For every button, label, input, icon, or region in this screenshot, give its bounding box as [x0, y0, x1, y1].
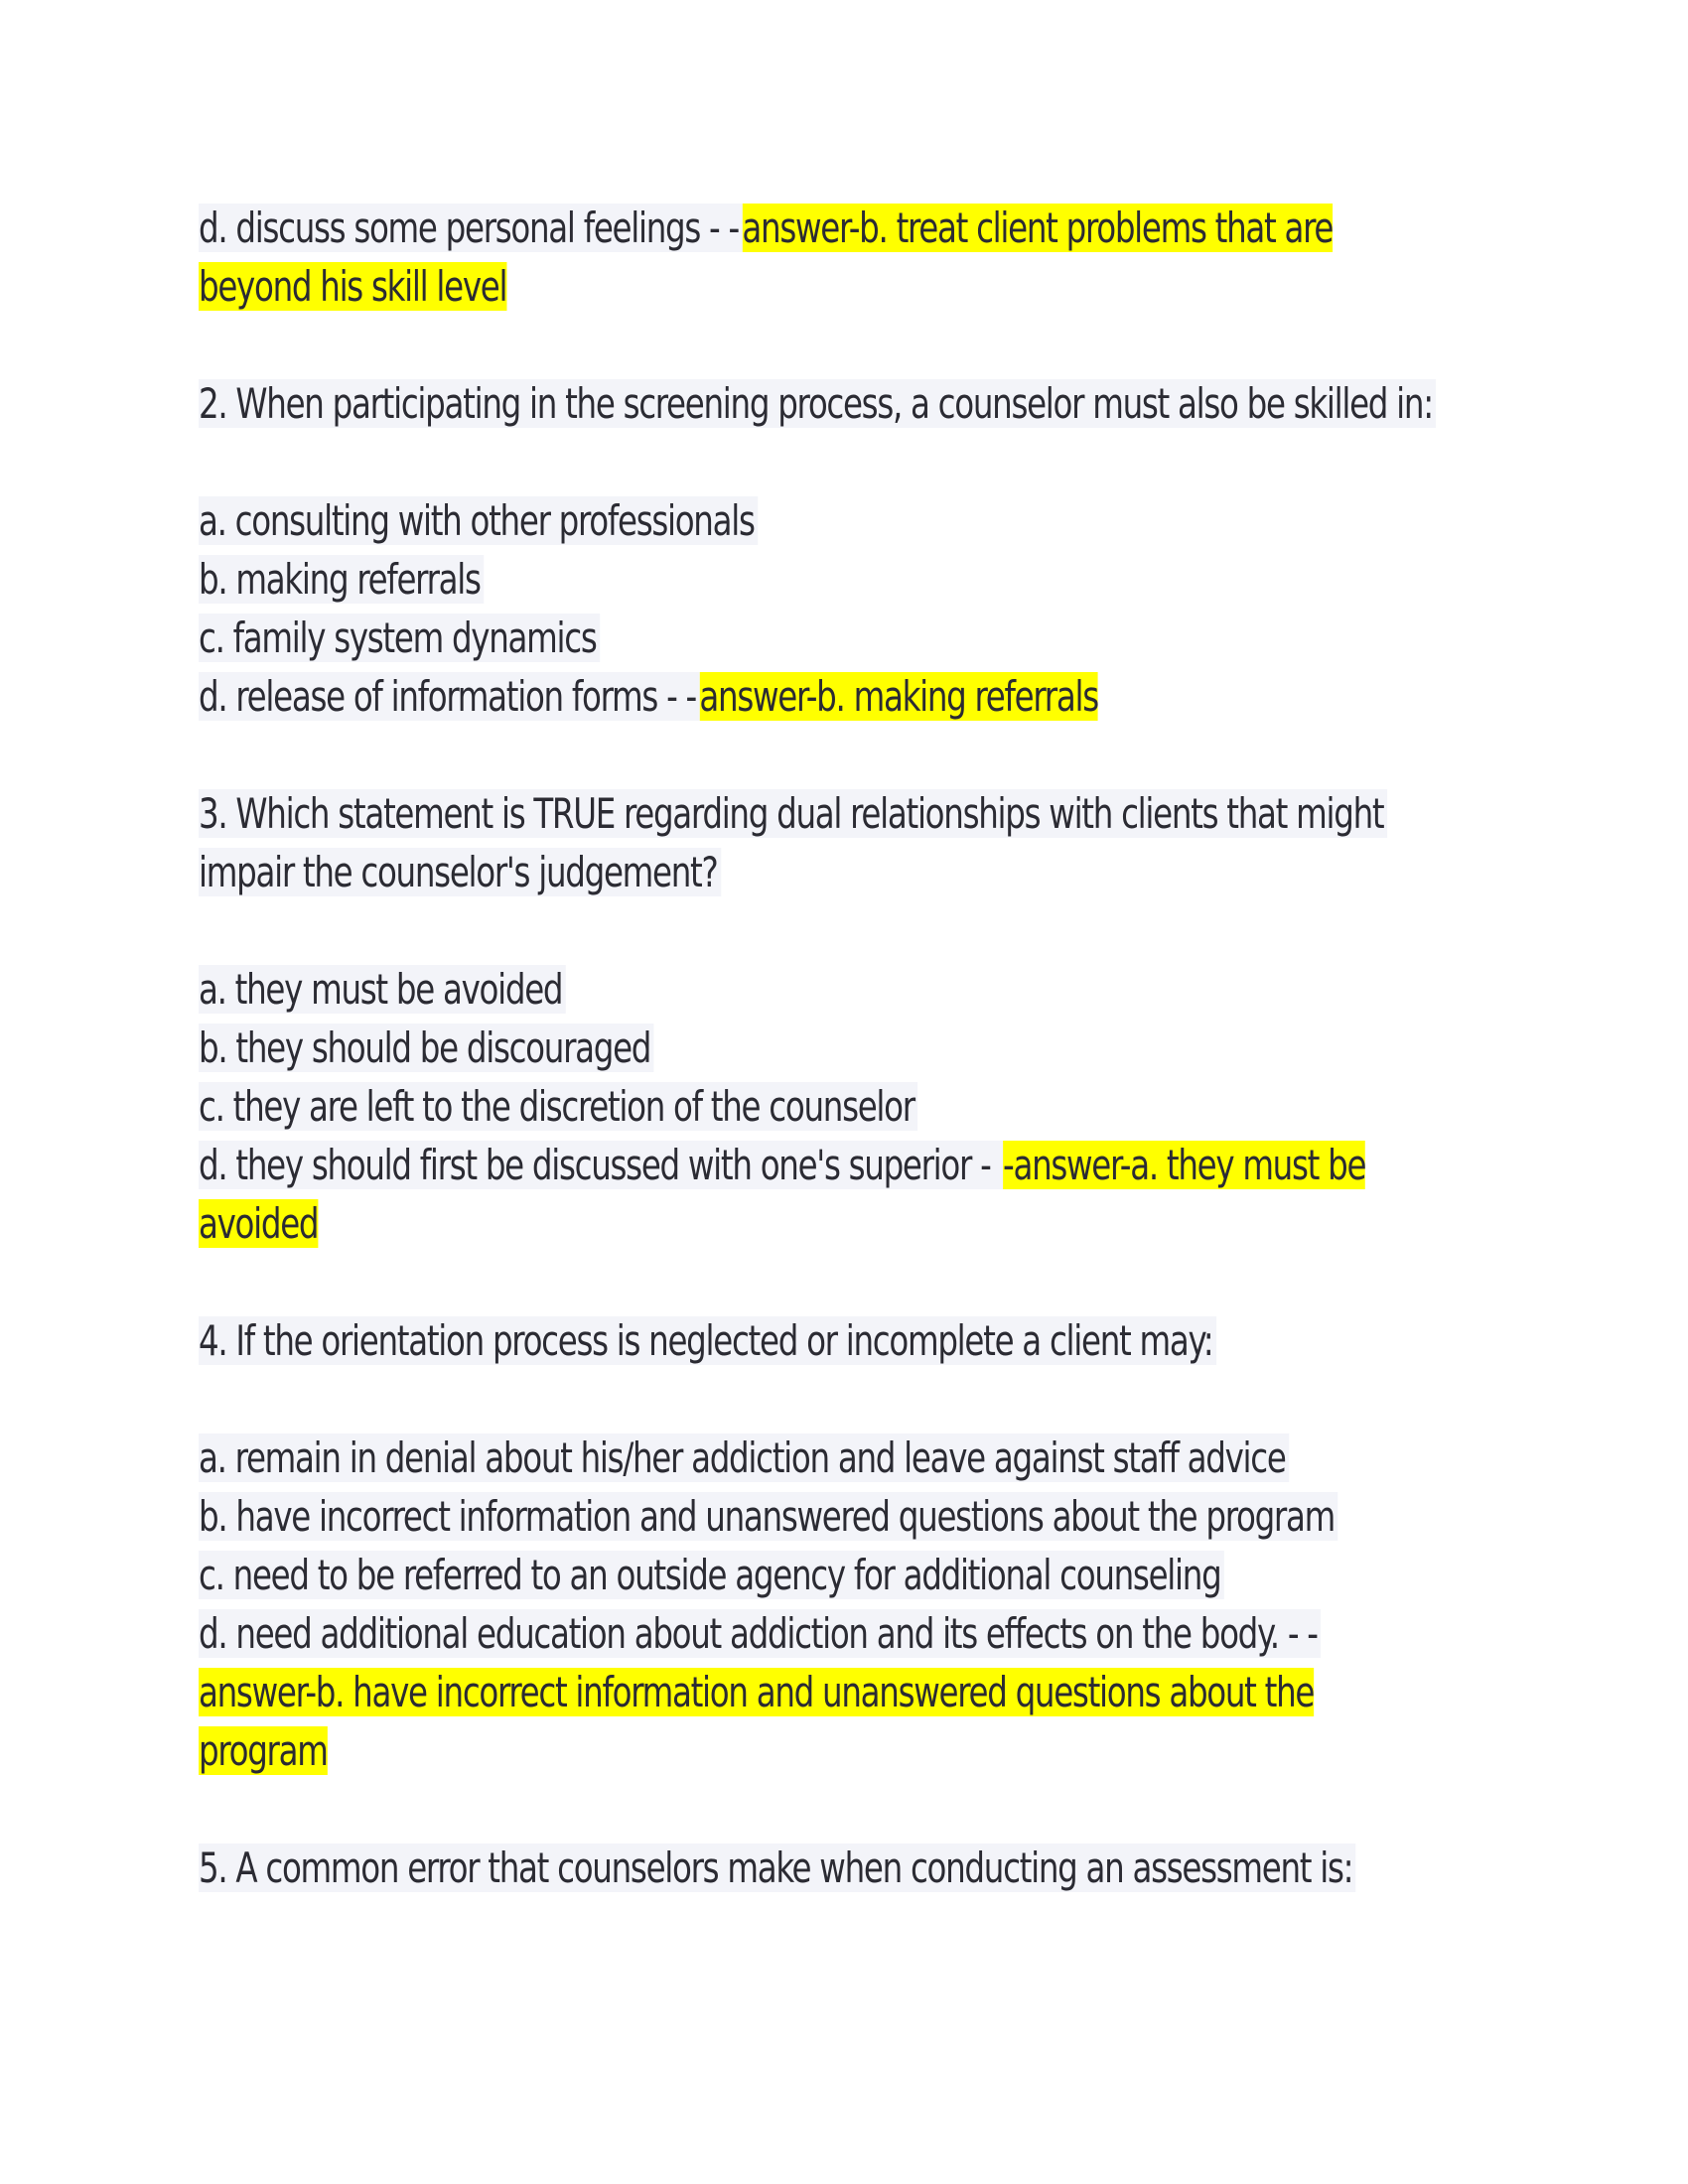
answer-line-q4	[199, 1663, 1342, 1721]
question-5	[199, 1839, 1353, 1897]
option-text: d. they should first be discussed with one's superior -	[199, 1141, 1003, 1189]
spacer	[199, 1253, 1342, 1311]
answer-highlight-q1: answer-b. treat client problems that are	[742, 204, 1334, 252]
document-page	[199, 199, 1433, 1897]
answer-line-q3-cont	[199, 1194, 1342, 1253]
question-3-cont	[199, 843, 1342, 901]
option-d-q4	[199, 1604, 1342, 1663]
answer-highlight-q4-cont: program	[199, 1726, 328, 1775]
option-c-q3	[199, 1077, 1342, 1136]
option-c-q4	[199, 1546, 1342, 1604]
option-text: b. making referrals	[199, 555, 484, 604]
option-text: c. family system dynamics	[199, 614, 600, 662]
option-text: a. they must be avoided	[199, 965, 566, 1014]
option-text: b. have incorrect information and unanswered questions about the program	[199, 1492, 1337, 1541]
option-text: c. they are left to the discretion of the counselor	[199, 1082, 917, 1131]
question-4	[199, 1311, 1342, 1370]
answer-line-q1-cont	[199, 257, 1342, 316]
option-text: d. need additional education about addiction and its effects on the body. - -	[199, 1609, 1321, 1658]
option-text: c. need to be referred to an outside agency for additional counseling	[199, 1551, 1224, 1599]
answer-highlight-q1-cont: beyond his skill level	[199, 262, 507, 311]
option-a-q3	[199, 960, 1342, 1019]
option-d-q3	[199, 1136, 1366, 1194]
question-3-text: 3. Which statement is TRUE regarding dual relationships with clients that might	[199, 789, 1387, 838]
spacer	[199, 433, 1342, 491]
spacer	[199, 726, 1342, 784]
answer-highlight-q4: answer-b. have incorrect information and unanswered questions about the	[199, 1668, 1315, 1716]
answer-highlight-q3: -answer-a. they must be	[1003, 1141, 1366, 1189]
question-3	[199, 784, 1384, 843]
question-2	[199, 374, 1433, 433]
spacer	[199, 316, 1342, 374]
answer-line-q4-cont	[199, 1721, 1342, 1780]
spacer	[199, 1370, 1342, 1429]
question-3-text-cont: impair the counselor's judgement?	[199, 848, 721, 896]
option-b-q3	[199, 1019, 1342, 1077]
option-b-q2	[199, 550, 1342, 609]
option-d-q2	[199, 667, 1342, 726]
spacer	[199, 1780, 1342, 1839]
question-5-text: 5. A common error that counselors make when conducting an assessment is:	[199, 1843, 1356, 1892]
option-a-q2	[199, 491, 1342, 550]
option-text: d. release of information forms - -	[199, 672, 699, 721]
option-a-q4	[199, 1429, 1342, 1487]
option-c-q2	[199, 609, 1342, 667]
option-text: a. consulting with other professionals	[199, 496, 758, 545]
option-b-q4	[199, 1487, 1342, 1546]
option-d-q1: d. discuss some personal feelings - -	[199, 204, 742, 252]
answer-highlight-q2: answer-b. making referrals	[699, 672, 1098, 721]
question-4-text: 4. If the orientation process is neglected or incomplete a client may:	[199, 1316, 1216, 1365]
answer-highlight-q3-cont: avoided	[199, 1199, 319, 1248]
option-text: a. remain in denial about his/her addiction and leave against staff advice	[199, 1433, 1289, 1482]
spacer	[199, 901, 1342, 960]
question-2-text: 2. When participating in the screening process, a counselor must also be skilled in:	[199, 379, 1436, 428]
answer-line-q1	[199, 199, 1342, 257]
option-text: b. they should be discouraged	[199, 1024, 654, 1072]
